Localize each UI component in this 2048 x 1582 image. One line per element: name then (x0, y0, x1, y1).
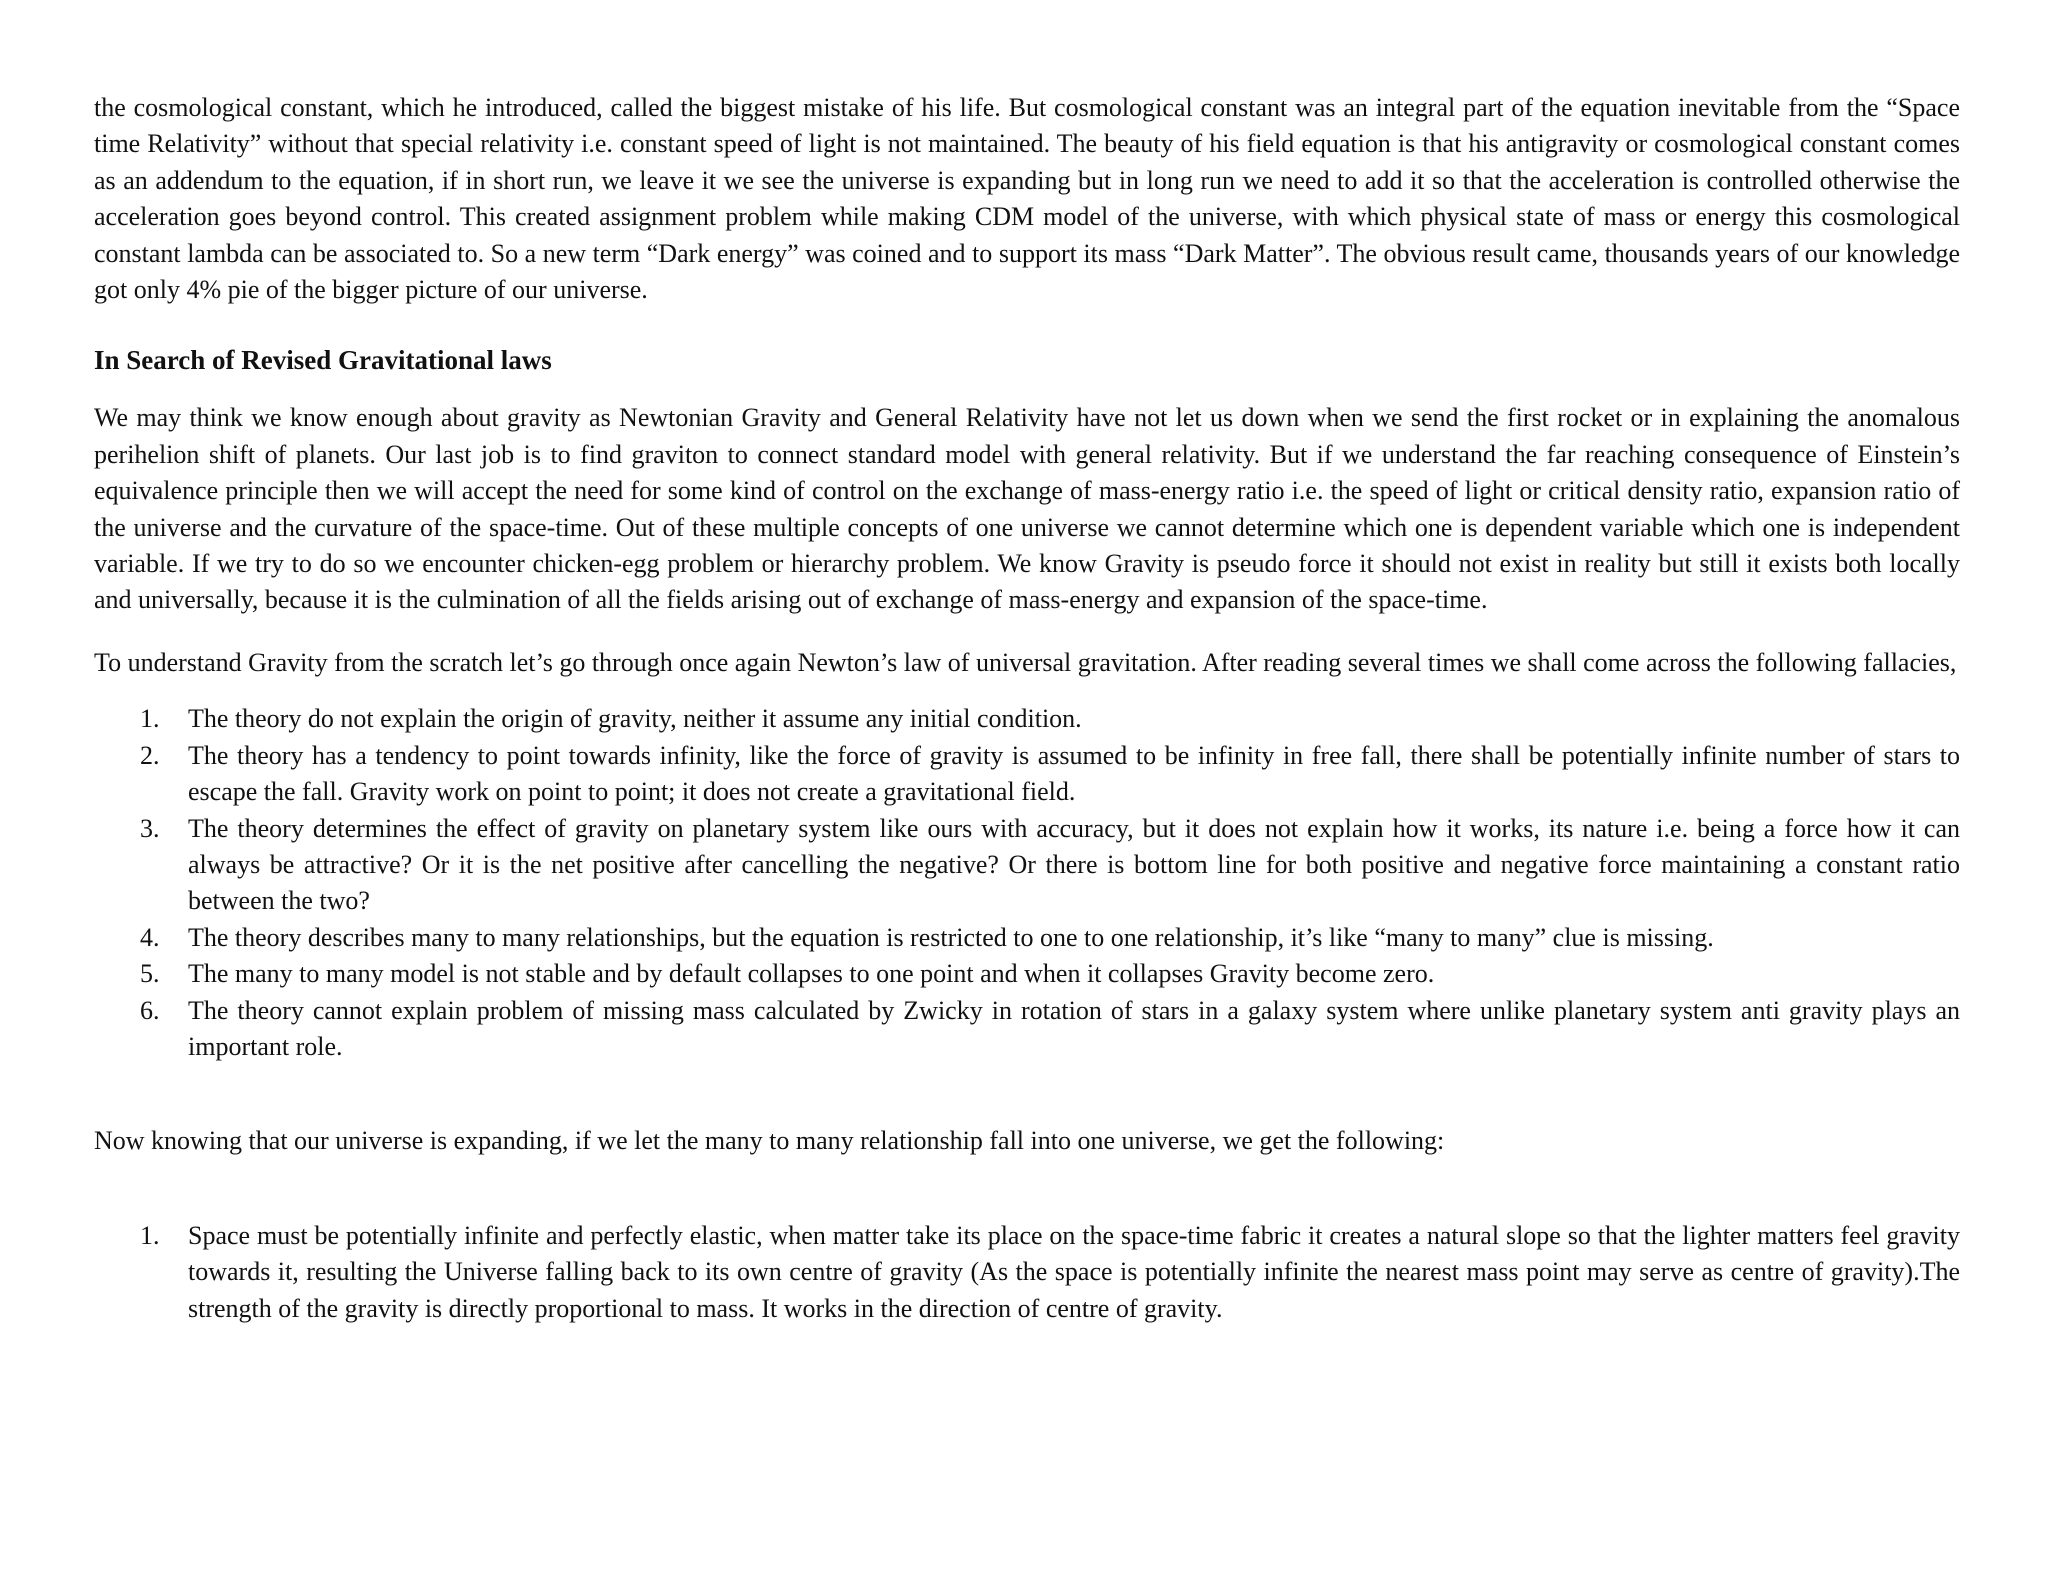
section-heading: In Search of Revised Gravitational laws (94, 345, 552, 376)
list-text: The theory has a tendency to point towards infinity, like the force of gravity is assumed to be infinity in free fall, there shall be potentially infinite number of stars to escape the fall. Gravity work on point to point; it does not create a gravitational field. (188, 740, 1960, 807)
list-number: 1. (140, 1220, 160, 1250)
list-item (94, 701, 1960, 737)
list-number: 1. (140, 704, 160, 734)
list-text: The theory do not explain the origin of gravity, neither it assume any initial condition. (188, 704, 1082, 734)
list-item (94, 811, 1960, 920)
newton-paragraph: To understand Gravity from the scratch let’s go through once again Newton’s law of universal gravitation. After reading several times we shall come across the following fallacies, (94, 647, 1957, 677)
gravity-paragraph: We may think we know enough about gravity as Newtonian Gravity and General Relativity have not let us down when we send the first rocket or in explaining the anomalous perihelion shift of planets. Our last job is to find graviton to connect standard model with general relativity. But if we understand the far reaching consequence of Einstein’s equivalence principle then we will accept the need for some kind of control on the exchange of mass-energy ratio i.e. the speed of light or critical density ratio, expansion ratio of the universe and the curvature of the space-time. Out of these multiple concepts of one universe we cannot determine which one is dependent variable which one is independent variable. If we try to do so we encounter chicken-egg problem or hierarchy problem. We know Gravity is pseudo force it should not exist in reality but still it exists both locally and universally, because it is the culmination of all the fields arising out of exchange of mass-energy and expansion of the space-time. (94, 403, 1960, 615)
expanding-universe-paragraph: Now knowing that our universe is expanding, if we let the many to many relationship fall into one universe, we get the following: (94, 1126, 1445, 1156)
list-item (94, 1218, 1960, 1327)
list-number: 2. (140, 740, 160, 770)
intro-paragraph: the cosmological constant, which he introduced, called the biggest mistake of his life. But cosmological constant was an integral part of the equation inevitable from the “Space time Relativity” without that special relativity i.e. constant speed of light is not maintained. The beauty of his field equation is that his antigravity or cosmological constant comes as an addendum to the equation, if in short run, we leave it we see the universe is expanding but in long run we need to add it so that the acceleration is controlled otherwise the acceleration goes beyond control. This created assignment problem while making CDM model of the universe, with which physical state of mass or energy this cosmological constant lambda can be associated to. So a new term “Dark energy” was coined and to support its mass “Dark Matter”. The obvious result came, thousands years of our knowledge got only 4% pie of the bigger picture of our universe. (94, 93, 1960, 305)
fallacies-list (94, 701, 1960, 1065)
list-number: 4. (140, 922, 160, 952)
list-text: The many to many model is not stable and by default collapses to one point and when it collapses Gravity become zero. (188, 959, 1435, 989)
list-number: 5. (140, 959, 160, 989)
list-text: The theory cannot explain problem of missing mass calculated by Zwicky in rotation of stars in a galaxy system where unlike planetary system anti gravity plays an important role. (188, 995, 1960, 1061)
list-number: 6. (140, 995, 160, 1025)
list-text: The theory describes many to many relationships, but the equation is restricted to one to one relationship, it’s like “many to many” clue is missing. (188, 922, 1714, 952)
list-text: The theory determines the effect of gravity on planetary system like ours with accuracy, but it does not explain how it works, its nature i.e. being a force how it can always be attractive? Or it is the net positive after cancelling the negative? Or there is bottom line for both positive and negative force maintaining a constant ratio between the two? (188, 813, 1960, 916)
list-item (94, 738, 1960, 811)
list-item (94, 993, 1960, 1066)
list-number: 3. (140, 813, 160, 843)
document-page (94, 90, 1960, 1327)
list-item (94, 920, 1960, 956)
consequences-list (94, 1218, 1960, 1327)
list-item (94, 956, 1960, 992)
list-text: Space must be potentially infinite and perfectly elastic, when matter take its place on the space-time fabric it creates a natural slope so that the lighter matters feel gravity towards it, resulting the Universe falling back to its own centre of gravity (As the space is potentially infinite the nearest mass point may serve as centre of gravity).The strength of the gravity is directly proportional to mass. It works in the direction of centre of gravity. (188, 1220, 1960, 1323)
